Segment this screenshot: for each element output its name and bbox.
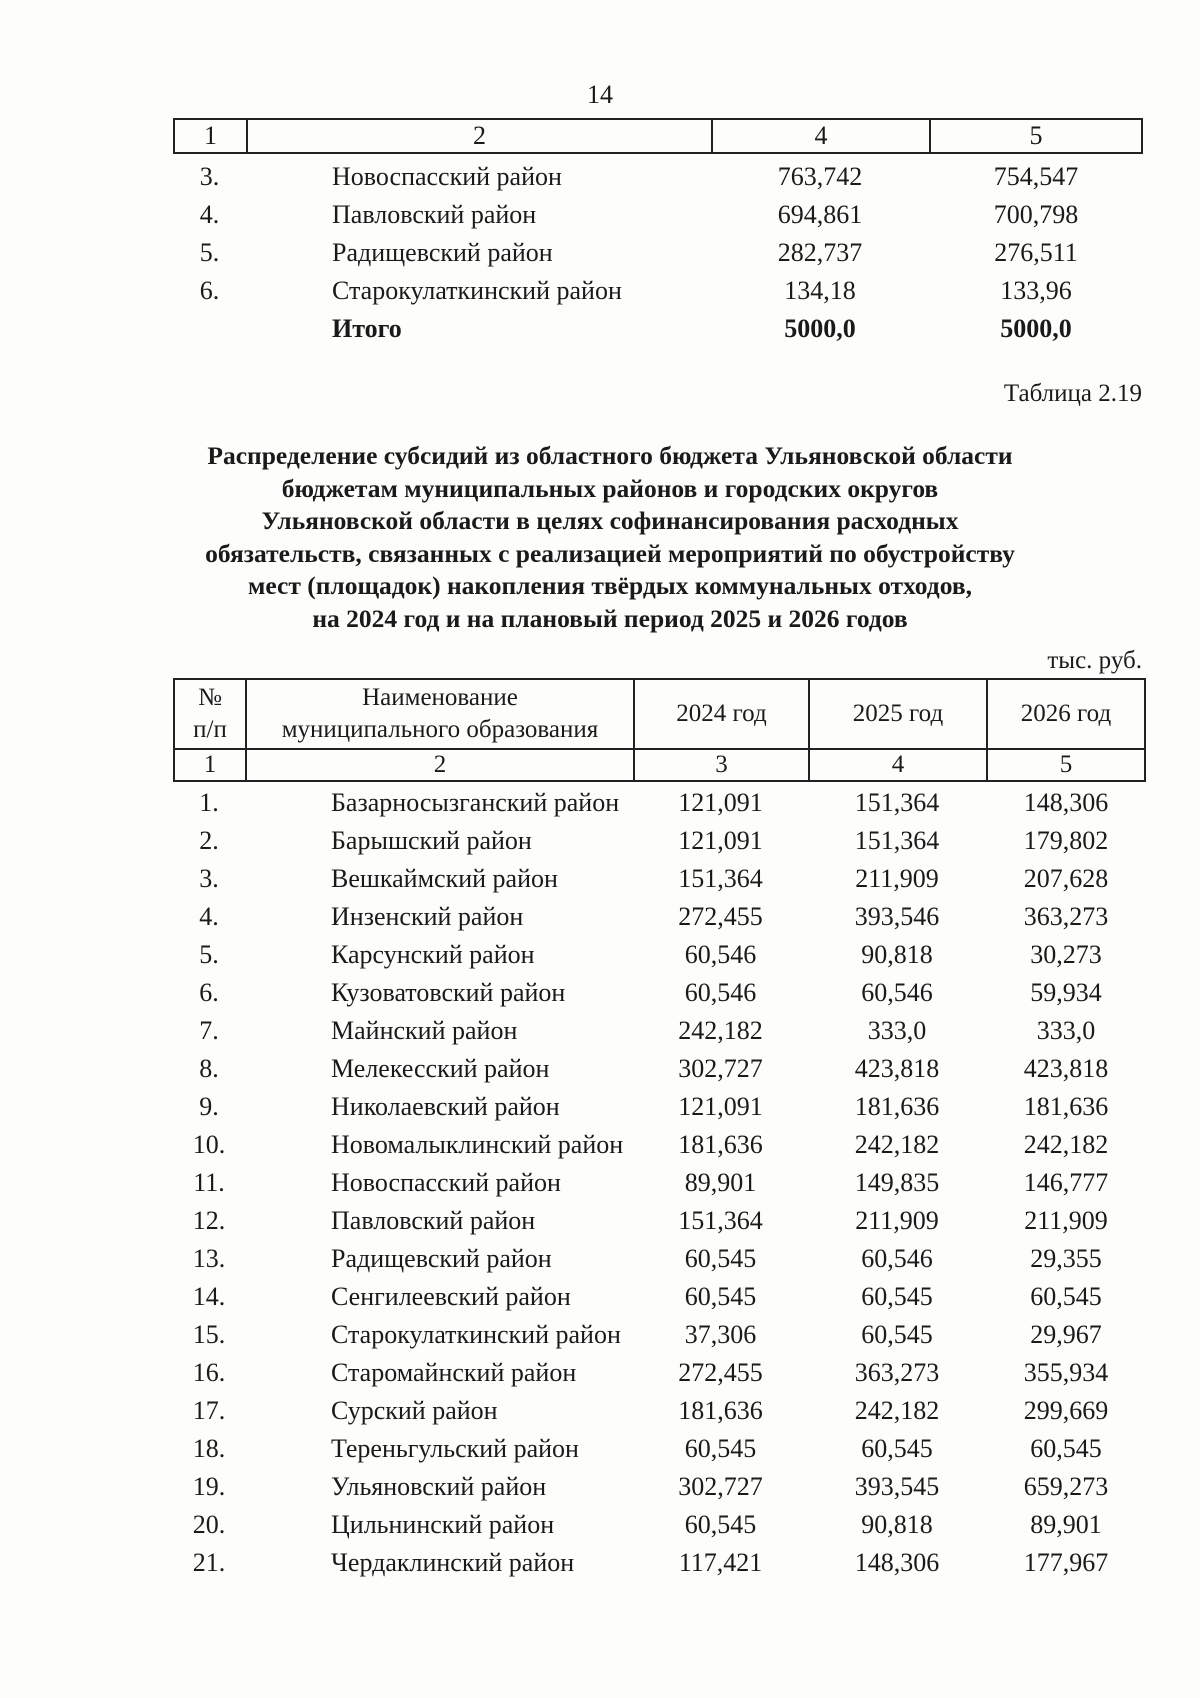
- row-value-2026: 207,628: [1023, 864, 1109, 893]
- row-number: 6.: [199, 978, 219, 1007]
- row-number: 10.: [192, 1130, 226, 1159]
- row-number: 14.: [192, 1282, 226, 1311]
- table-row: [173, 1164, 1146, 1202]
- row-name: Новомалыклинский район: [331, 1130, 624, 1159]
- row-value-2026: 333,0: [1036, 1016, 1096, 1045]
- table-row: [173, 1392, 1146, 1430]
- row-number: 20.: [192, 1510, 226, 1539]
- table-row: [173, 1278, 1146, 1316]
- table-row: [173, 898, 1146, 936]
- colnum-5: 5: [1059, 751, 1073, 778]
- page-number: 14: [587, 80, 613, 109]
- total-value-5: 5000,0: [1000, 314, 1072, 343]
- row-value-5: 276,511: [994, 238, 1078, 267]
- row-value-2026: 181,636: [1023, 1092, 1109, 1121]
- row-number: 6.: [199, 276, 220, 305]
- row-name: Радищевский район: [332, 238, 553, 267]
- row-value-5: 754,547: [993, 162, 1079, 191]
- table1-header: [173, 118, 1143, 154]
- colnum-4: 4: [810, 750, 988, 780]
- table-title: [150, 440, 1070, 635]
- table-row: [173, 1088, 1146, 1126]
- row-value-2026: 355,934: [1023, 1358, 1109, 1387]
- total-value-4: 5000,0: [784, 314, 856, 343]
- header-number-line1: №: [198, 684, 222, 711]
- row-number: 2.: [199, 826, 219, 855]
- row-value-2026: 29,967: [1030, 1320, 1102, 1349]
- table1-col-2: 2: [248, 120, 713, 152]
- row-number: 3.: [199, 864, 219, 893]
- row-value-2024: 151,364: [678, 864, 763, 893]
- row-value-2025: 211,909: [855, 864, 939, 893]
- row-value-2024: 60,545: [684, 1510, 757, 1539]
- table-row: [173, 1050, 1146, 1088]
- title-line: мест (площадок) накопления твёрдых коммунальных отходов,: [248, 571, 972, 600]
- row-number: 4.: [199, 902, 219, 931]
- row-number: 5.: [199, 940, 219, 969]
- row-name: Чердаклинский район: [331, 1548, 575, 1577]
- row-value-2024: 60,546: [684, 940, 757, 969]
- table-row: [173, 272, 1143, 310]
- row-value-2026: 211,909: [1024, 1206, 1108, 1235]
- row-name: Кузоватовский район: [331, 978, 566, 1007]
- units-label: тыс. руб.: [1047, 647, 1142, 674]
- row-name: Базарносызганский район: [331, 788, 620, 817]
- table-row: [173, 158, 1143, 196]
- row-number: 15.: [192, 1320, 226, 1349]
- row-value-2024: 89,901: [684, 1168, 757, 1197]
- title-line: Распределение субсидий из областного бюджета Ульяновской области: [207, 441, 1013, 470]
- row-value-2024: 151,364: [678, 1206, 763, 1235]
- row-value-2024: 60,545: [684, 1244, 757, 1273]
- table-row: [173, 1202, 1146, 1240]
- row-name: Сенгилеевский район: [331, 1282, 571, 1311]
- row-name: Новоспасский район: [331, 1168, 561, 1197]
- row-value-2024: 181,636: [678, 1396, 763, 1425]
- table-row: [173, 1544, 1146, 1582]
- row-value-2025: 60,546: [861, 978, 933, 1007]
- row-value-2025: 151,364: [854, 788, 940, 817]
- row-number: 18.: [192, 1434, 226, 1463]
- total-row: [173, 310, 1143, 348]
- row-value-2026: 60,545: [1030, 1282, 1102, 1311]
- row-name: Павловский район: [332, 200, 537, 229]
- row-name: Старокулаткинский район: [332, 276, 622, 305]
- row-number: 8.: [199, 1054, 219, 1083]
- table-row: [173, 234, 1143, 272]
- title-line: бюджетам муниципальных районов и городских округов: [281, 473, 939, 503]
- colnum-2: 2: [247, 750, 635, 780]
- header-number: [175, 680, 247, 748]
- row-number: 4.: [199, 200, 220, 229]
- header-2026: 2026 год: [1020, 700, 1112, 727]
- row-value-5: 133,96: [1000, 276, 1072, 305]
- row-value-2025: 363,273: [854, 1358, 940, 1387]
- row-name: Сурский район: [331, 1396, 498, 1425]
- table-row: [173, 1354, 1146, 1392]
- row-value-2024: 60,545: [684, 1434, 757, 1463]
- header-name: [247, 680, 635, 748]
- row-name: Барышский район: [331, 826, 532, 855]
- row-value-2025: 60,545: [861, 1434, 933, 1463]
- row-value-2025: 393,545: [854, 1472, 940, 1501]
- row-value-2024: 272,455: [678, 1358, 763, 1387]
- row-value-2026: 29,355: [1030, 1244, 1102, 1273]
- row-value-4: 282,737: [777, 238, 863, 267]
- row-value-2025: 423,818: [854, 1054, 940, 1083]
- total-label: Итого: [332, 314, 402, 343]
- row-value-4: 134,18: [784, 276, 856, 305]
- table-label: Таблица 2.19: [1003, 380, 1142, 407]
- header-2024: 2024 год: [635, 680, 810, 748]
- row-number: 11.: [193, 1168, 225, 1197]
- table2-body: [173, 784, 1146, 1582]
- row-value-2025: 90,818: [861, 1510, 933, 1539]
- header-name-line1: Наименование: [362, 684, 518, 711]
- title-line: на 2024 год и на плановый период 2025 и 2026 годов: [312, 603, 908, 633]
- row-name: Старомайнский район: [331, 1358, 577, 1387]
- colnum-3: 3: [635, 750, 810, 780]
- row-name: Новоспасский район: [332, 162, 562, 191]
- row-number: 9.: [199, 1092, 219, 1121]
- row-name: Вешкаймский район: [331, 864, 558, 893]
- table2-column-numbers: [173, 748, 1146, 782]
- title-line: обязательств, связанных с реализацией мероприятий по обустройству: [205, 538, 1015, 568]
- table-row: [173, 822, 1146, 860]
- row-number: 21.: [192, 1548, 226, 1577]
- table-row: [173, 1240, 1146, 1278]
- row-number: 1.: [199, 788, 219, 817]
- row-value-5: 700,798: [993, 200, 1079, 229]
- row-value-2025: 242,182: [854, 1396, 940, 1425]
- row-value-2025: 60,546: [861, 1244, 933, 1273]
- table-row: [173, 1126, 1146, 1164]
- row-value-2025: 149,835: [854, 1168, 940, 1197]
- row-value-2025: 151,364: [854, 826, 940, 855]
- row-name: Карсунский район: [331, 940, 535, 969]
- table-row: [173, 1430, 1146, 1468]
- row-value-2024: 121,091: [678, 1092, 763, 1121]
- row-value-2025: 60,545: [861, 1282, 933, 1311]
- row-value-2026: 60,545: [1030, 1434, 1102, 1463]
- table-row: [173, 936, 1146, 974]
- row-value-2024: 121,091: [678, 826, 763, 855]
- row-value-2024: 242,182: [678, 1016, 763, 1045]
- row-name: Ульяновский район: [331, 1472, 547, 1501]
- row-value-2025: 181,636: [854, 1092, 940, 1121]
- table-row: [173, 196, 1143, 234]
- row-value-2026: 299,669: [1023, 1396, 1109, 1425]
- row-number: 17.: [192, 1396, 226, 1425]
- row-name: Старокулаткинский район: [331, 1320, 621, 1349]
- row-value-2025: 211,909: [855, 1206, 939, 1235]
- header-2025: 2025 год: [810, 680, 988, 748]
- row-number: 12.: [192, 1206, 226, 1235]
- row-value-2025: 333,0: [867, 1016, 927, 1045]
- table-row: [173, 974, 1146, 1012]
- table-row: [173, 860, 1146, 898]
- table1-col-4: 4: [713, 120, 931, 152]
- table-row: [173, 1468, 1146, 1506]
- row-number: 16.: [192, 1358, 226, 1387]
- row-value-2025: 60,545: [861, 1320, 933, 1349]
- row-name: Майнский район: [331, 1016, 518, 1045]
- table1-col-1: 1: [175, 120, 248, 152]
- row-name: Инзенский район: [331, 902, 524, 931]
- table2-header: [173, 678, 1146, 750]
- row-value-2024: 117,421: [678, 1548, 763, 1577]
- row-number: 3.: [199, 162, 220, 191]
- row-value-2024: 302,727: [678, 1472, 763, 1501]
- row-value-2025: 148,306: [854, 1548, 940, 1577]
- row-name: Цильнинский район: [331, 1510, 555, 1539]
- row-value-2026: 89,901: [1030, 1510, 1102, 1539]
- row-value-2026: 659,273: [1023, 1472, 1109, 1501]
- table1-col-5: 5: [1029, 121, 1043, 150]
- row-value-2026: 148,306: [1023, 788, 1109, 817]
- table-row: [173, 1506, 1146, 1544]
- row-value-2025: 90,818: [861, 940, 933, 969]
- row-value-2024: 37,306: [684, 1320, 757, 1349]
- row-value-2024: 302,727: [678, 1054, 763, 1083]
- row-value-2024: 60,546: [684, 978, 757, 1007]
- row-value-2026: 179,802: [1023, 826, 1109, 855]
- row-value-2026: 30,273: [1030, 940, 1102, 969]
- row-value-2026: 177,967: [1023, 1548, 1109, 1577]
- row-value-2026: 59,934: [1030, 978, 1102, 1007]
- row-name: Радищевский район: [331, 1244, 552, 1273]
- row-value-2024: 272,455: [678, 902, 763, 931]
- row-number: 5.: [199, 238, 220, 267]
- row-value-2024: 181,636: [678, 1130, 763, 1159]
- table-row: [173, 784, 1146, 822]
- row-value-2026: 242,182: [1023, 1130, 1109, 1159]
- table-row: [173, 1316, 1146, 1354]
- row-number: 19.: [192, 1472, 226, 1501]
- row-name: Тереньгульский район: [331, 1434, 579, 1463]
- row-number: 13.: [192, 1244, 226, 1273]
- header-name-line2: муниципального образования: [281, 716, 599, 743]
- row-number: 7.: [199, 1016, 219, 1045]
- row-value-2025: 393,546: [854, 902, 940, 931]
- row-name: Мелекесский район: [331, 1054, 550, 1083]
- row-value-4: 763,742: [777, 162, 863, 191]
- row-value-2026: 363,273: [1023, 902, 1109, 931]
- row-value-2026: 146,777: [1023, 1168, 1109, 1197]
- row-value-4: 694,861: [777, 200, 863, 229]
- row-value-2026: 423,818: [1023, 1054, 1109, 1083]
- row-value-2024: 60,545: [684, 1282, 757, 1311]
- colnum-1: 1: [175, 750, 247, 780]
- header-number-line2: п/п: [193, 716, 227, 743]
- row-name: Николаевский район: [331, 1092, 560, 1121]
- row-value-2025: 242,182: [854, 1130, 940, 1159]
- table-row: [173, 1012, 1146, 1050]
- row-value-2024: 121,091: [678, 788, 763, 817]
- table1-body: [173, 158, 1143, 348]
- row-name: Павловский район: [331, 1206, 536, 1235]
- title-line: Ульяновской области в целях софинансирования расходных: [261, 506, 959, 535]
